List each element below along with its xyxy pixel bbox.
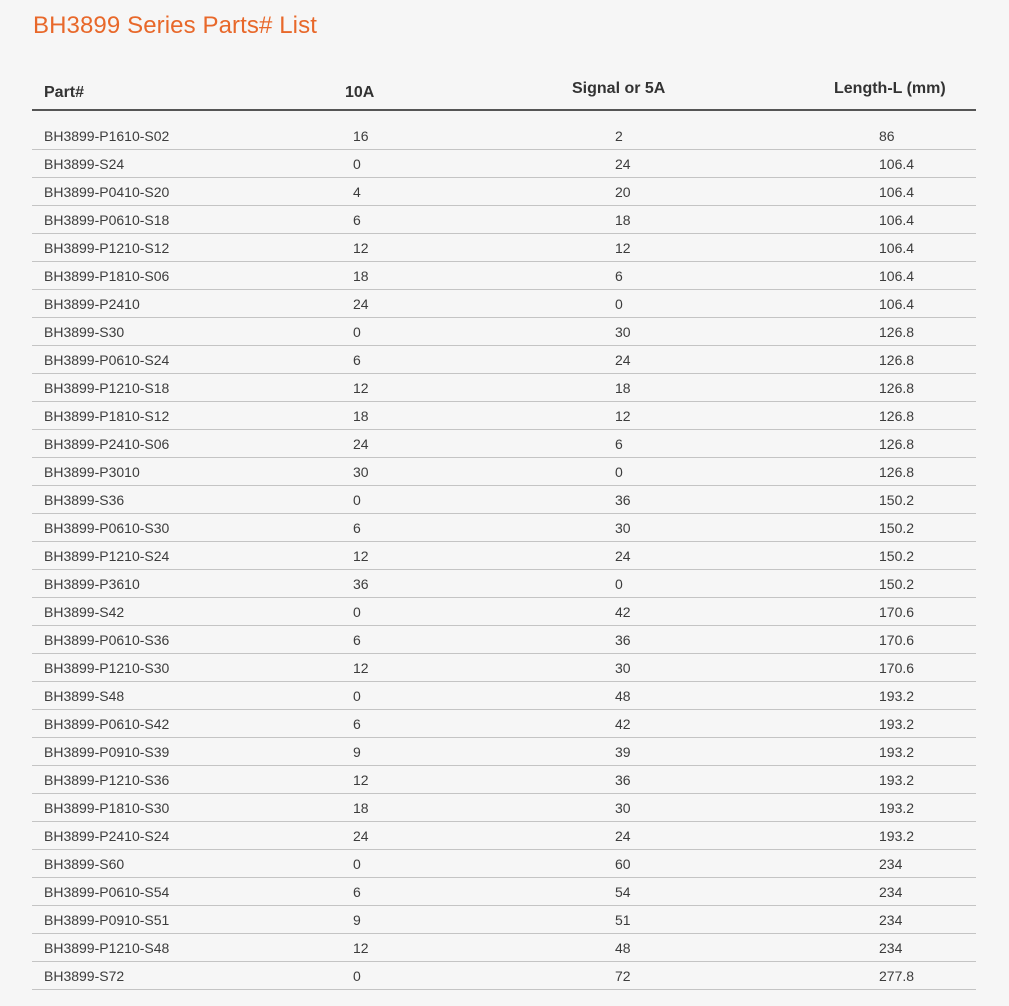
- cell-part-number: BH3899-P2410-S06: [44, 436, 170, 452]
- cell-signal-count: 6: [615, 436, 623, 452]
- cell-10a-count: 6: [353, 716, 361, 732]
- cell-length: 170.6: [879, 604, 915, 620]
- cell-part-number: BH3899-P0610-S18: [44, 212, 170, 228]
- cell-length: 126.8: [879, 436, 915, 452]
- cell-part-number: BH3899-P0610-S24: [44, 352, 170, 368]
- table-row: [32, 934, 976, 962]
- cell-length: 126.8: [879, 464, 915, 480]
- cell-part-number: BH3899-P1210-S24: [44, 548, 170, 564]
- cell-signal-count: 60: [615, 856, 631, 872]
- cell-length: 193.2: [879, 744, 915, 760]
- cell-signal-count: 30: [615, 520, 631, 536]
- cell-part-number: BH3899-S72: [44, 968, 125, 984]
- column-header-part: Part#: [44, 84, 85, 101]
- cell-signal-count: 24: [615, 156, 631, 172]
- cell-10a-count: 24: [353, 828, 369, 844]
- cell-10a-count: 0: [353, 968, 361, 984]
- cell-part-number: BH3899-P2410-S24: [44, 828, 170, 844]
- table-row: [32, 290, 976, 318]
- cell-part-number: BH3899-P1810-S30: [44, 800, 170, 816]
- cell-signal-count: 36: [615, 632, 631, 648]
- cell-10a-count: 18: [353, 408, 369, 424]
- cell-part-number: BH3899-P1810-S12: [44, 408, 170, 424]
- table-row: [32, 122, 976, 150]
- cell-signal-count: 54: [615, 884, 631, 900]
- column-header-length: Length-L (mm): [834, 80, 946, 97]
- cell-signal-count: 51: [615, 912, 631, 928]
- cell-signal-count: 39: [615, 744, 631, 760]
- cell-signal-count: 36: [615, 492, 631, 508]
- cell-length: 150.2: [879, 492, 915, 508]
- cell-part-number: BH3899-S30: [44, 324, 125, 340]
- cell-part-number: BH3899-P0610-S36: [44, 632, 170, 648]
- table-row: [32, 402, 976, 430]
- table-row: [32, 906, 976, 934]
- cell-part-number: BH3899-S36: [44, 492, 125, 508]
- cell-signal-count: 12: [615, 408, 631, 424]
- cell-part-number: BH3899-P1610-S02: [44, 128, 170, 144]
- cell-part-number: BH3899-P1810-S06: [44, 268, 170, 284]
- cell-part-number: BH3899-P1210-S18: [44, 380, 170, 396]
- table-row: [32, 346, 976, 374]
- cell-length: 170.6: [879, 632, 915, 648]
- cell-signal-count: 42: [615, 604, 631, 620]
- cell-10a-count: 12: [353, 240, 369, 256]
- table-row: [32, 682, 976, 710]
- cell-length: 106.4: [879, 296, 915, 312]
- cell-10a-count: 0: [353, 156, 361, 172]
- cell-signal-count: 24: [615, 828, 631, 844]
- table-row: [32, 962, 976, 990]
- cell-length: 193.2: [879, 828, 915, 844]
- cell-10a-count: 12: [353, 380, 369, 396]
- cell-part-number: BH3899-P2410: [44, 296, 140, 312]
- table-header: [32, 68, 976, 111]
- cell-10a-count: 0: [353, 856, 361, 872]
- cell-length: 193.2: [879, 688, 915, 704]
- table-row: [32, 374, 976, 402]
- table-row: [32, 178, 976, 206]
- cell-part-number: BH3899-P1210-S12: [44, 240, 170, 256]
- cell-10a-count: 9: [353, 744, 361, 760]
- table-row: [32, 262, 976, 290]
- cell-length: 193.2: [879, 800, 915, 816]
- cell-part-number: BH3899-P0610-S54: [44, 884, 170, 900]
- cell-length: 86: [879, 128, 895, 144]
- cell-signal-count: 0: [615, 464, 623, 480]
- table-row: [32, 430, 976, 458]
- cell-signal-count: 30: [615, 800, 631, 816]
- table-row: [32, 766, 976, 794]
- cell-signal-count: 20: [615, 184, 631, 200]
- cell-10a-count: 6: [353, 884, 361, 900]
- cell-part-number: BH3899-P0610-S30: [44, 520, 170, 536]
- cell-signal-count: 2: [615, 128, 623, 144]
- cell-10a-count: 0: [353, 688, 361, 704]
- cell-part-number: BH3899-P1210-S48: [44, 940, 170, 956]
- table-row: [32, 542, 976, 570]
- cell-part-number: BH3899-P0610-S42: [44, 716, 170, 732]
- table-row: [32, 822, 976, 850]
- cell-signal-count: 6: [615, 268, 623, 284]
- table-row: [32, 738, 976, 766]
- table-row: [32, 598, 976, 626]
- cell-part-number: BH3899-P0910-S39: [44, 744, 170, 760]
- cell-10a-count: 6: [353, 520, 361, 536]
- cell-10a-count: 36: [353, 576, 369, 592]
- cell-10a-count: 24: [353, 436, 369, 452]
- cell-10a-count: 12: [353, 772, 369, 788]
- table-row: [32, 234, 976, 262]
- cell-signal-count: 18: [615, 380, 631, 396]
- cell-length: 126.8: [879, 324, 915, 340]
- cell-signal-count: 36: [615, 772, 631, 788]
- cell-10a-count: 12: [353, 660, 369, 676]
- cell-length: 106.4: [879, 240, 915, 256]
- cell-part-number: BH3899-P0910-S51: [44, 912, 170, 928]
- cell-signal-count: 48: [615, 688, 631, 704]
- column-header-signal: Signal or 5A: [572, 80, 666, 97]
- cell-signal-count: 30: [615, 324, 631, 340]
- cell-10a-count: 12: [353, 548, 369, 564]
- cell-10a-count: 0: [353, 324, 361, 340]
- cell-part-number: BH3899-S42: [44, 604, 125, 620]
- cell-part-number: BH3899-P1210-S30: [44, 660, 170, 676]
- cell-10a-count: 30: [353, 464, 369, 480]
- cell-length: 150.2: [879, 520, 915, 536]
- table-row: [32, 458, 976, 486]
- cell-length: 193.2: [879, 772, 915, 788]
- table-row: [32, 654, 976, 682]
- cell-signal-count: 42: [615, 716, 631, 732]
- cell-10a-count: 18: [353, 800, 369, 816]
- cell-length: 193.2: [879, 716, 915, 732]
- cell-signal-count: 18: [615, 212, 631, 228]
- cell-signal-count: 12: [615, 240, 631, 256]
- cell-part-number: BH3899-S60: [44, 856, 125, 872]
- cell-signal-count: 24: [615, 548, 631, 564]
- cell-10a-count: 16: [353, 128, 369, 144]
- parts-table: [32, 68, 976, 990]
- table-row: [32, 486, 976, 514]
- table-body: [32, 122, 976, 990]
- table-row: [32, 850, 976, 878]
- cell-length: 126.8: [879, 352, 915, 368]
- cell-10a-count: 12: [353, 940, 369, 956]
- cell-length: 234: [879, 884, 903, 900]
- cell-length: 106.4: [879, 268, 915, 284]
- table-row: [32, 318, 976, 346]
- cell-10a-count: 0: [353, 492, 361, 508]
- cell-signal-count: 72: [615, 968, 631, 984]
- cell-10a-count: 4: [353, 184, 361, 200]
- cell-part-number: BH3899-S48: [44, 688, 125, 704]
- cell-signal-count: 24: [615, 352, 631, 368]
- cell-length: 170.6: [879, 660, 915, 676]
- table-row: [32, 150, 976, 178]
- cell-length: 106.4: [879, 184, 915, 200]
- column-header-10a: 10A: [345, 84, 375, 101]
- cell-signal-count: 0: [615, 576, 623, 592]
- cell-signal-count: 0: [615, 296, 623, 312]
- cell-length: 106.4: [879, 212, 915, 228]
- table-row: [32, 626, 976, 654]
- cell-10a-count: 9: [353, 912, 361, 928]
- cell-signal-count: 30: [615, 660, 631, 676]
- table-row: [32, 878, 976, 906]
- cell-10a-count: 18: [353, 268, 369, 284]
- cell-length: 150.2: [879, 576, 915, 592]
- cell-length: 234: [879, 912, 903, 928]
- cell-part-number: BH3899-P3010: [44, 464, 140, 480]
- table-row: [32, 570, 976, 598]
- cell-part-number: BH3899-P0410-S20: [44, 184, 170, 200]
- cell-10a-count: 6: [353, 352, 361, 368]
- cell-part-number: BH3899-P3610: [44, 576, 140, 592]
- cell-length: 126.8: [879, 380, 915, 396]
- cell-length: 277.8: [879, 968, 915, 984]
- cell-length: 150.2: [879, 548, 915, 564]
- cell-length: 234: [879, 940, 903, 956]
- cell-length: 106.4: [879, 156, 915, 172]
- cell-part-number: BH3899-P1210-S36: [44, 772, 170, 788]
- cell-length: 126.8: [879, 408, 915, 424]
- cell-10a-count: 0: [353, 604, 361, 620]
- table-row: [32, 710, 976, 738]
- page-title: BH3899 Series Parts# List: [33, 12, 317, 39]
- cell-10a-count: 6: [353, 632, 361, 648]
- table-row: [32, 514, 976, 542]
- cell-10a-count: 6: [353, 212, 361, 228]
- cell-signal-count: 48: [615, 940, 631, 956]
- table-row: [32, 794, 976, 822]
- table-row: [32, 206, 976, 234]
- cell-10a-count: 24: [353, 296, 369, 312]
- cell-part-number: BH3899-S24: [44, 156, 125, 172]
- cell-length: 234: [879, 856, 903, 872]
